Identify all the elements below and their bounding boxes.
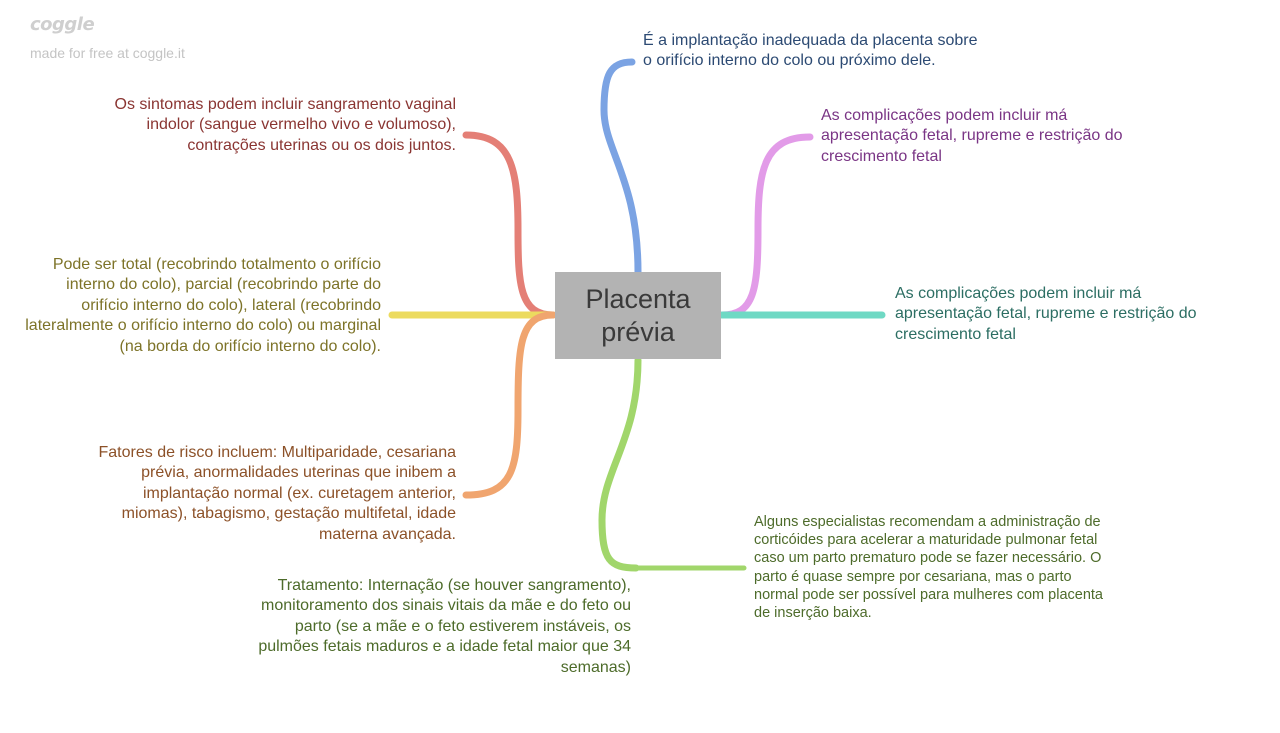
node-symptoms[interactable]: Os sintomas podem incluir sangramento vaginal indolor (sangue vermelho vivo e volumoso), contrações uterinas ou os dois juntos. <box>114 96 456 154</box>
node-complications[interactable]: As complicações podem incluir má apresentação fetal, rupreme e restrição do crescimento fetal <box>821 107 1123 165</box>
node-risk-factors[interactable]: Fatores de risco incluem: Multiparidade, cesariana prévia, anormalidades uterinas que inibem a implantação normal (ex. curetagem anterior, miomas), tabagismo, gestação multifetal, idade materna avançada. <box>98 444 456 543</box>
node-complications-2[interactable]: As complicações podem incluir má apresentação fetal, rupreme e restrição do crescimento fetal <box>895 285 1197 343</box>
node-classification[interactable]: Pode ser total (recobrindo totalmento o orifício interno do colo), parcial (recobrindo parte do orifício interno do colo), lateral (recobrindo lateralmente o orifício interno do colo) ou marginal (na borda do orifício interno do colo). <box>25 256 381 355</box>
branch-line-definition <box>604 62 638 272</box>
branch-line-symptoms <box>466 135 553 315</box>
branch-line-complications <box>722 137 810 315</box>
branch-line-treatment <box>602 360 638 568</box>
branch-line-risk-factors <box>466 315 553 495</box>
central-topic-label: Placenta prévia <box>585 283 691 347</box>
coggle-logo: coggle <box>30 14 95 35</box>
node-definition[interactable]: É a implantação inadequada da placenta sobre o orifício interno do colo ou próximo dele. <box>643 32 978 70</box>
central-topic-node[interactable] <box>555 272 721 359</box>
node-treatment[interactable]: Tratamento: Internação (se houver sangramento), monitoramento dos sinais vitais da mãe e do feto ou parto (se a mãe e o feto estiverem instáveis, os pulmões fetais maduros e a idade fetal maior que 34 semanas) <box>258 577 631 676</box>
node-treatment-note[interactable]: Alguns especialistas recomendam a administração de corticóides para acelerar a maturidade pulmonar fetal caso um parto prematuro pode se fazer necessário. O parto é quase sempre por cesariana, mas o parto normal pode ser possível para mulheres com placenta de inserção baixa. <box>754 514 1103 622</box>
made-with-link[interactable]: made for free at coggle.it <box>30 45 185 61</box>
